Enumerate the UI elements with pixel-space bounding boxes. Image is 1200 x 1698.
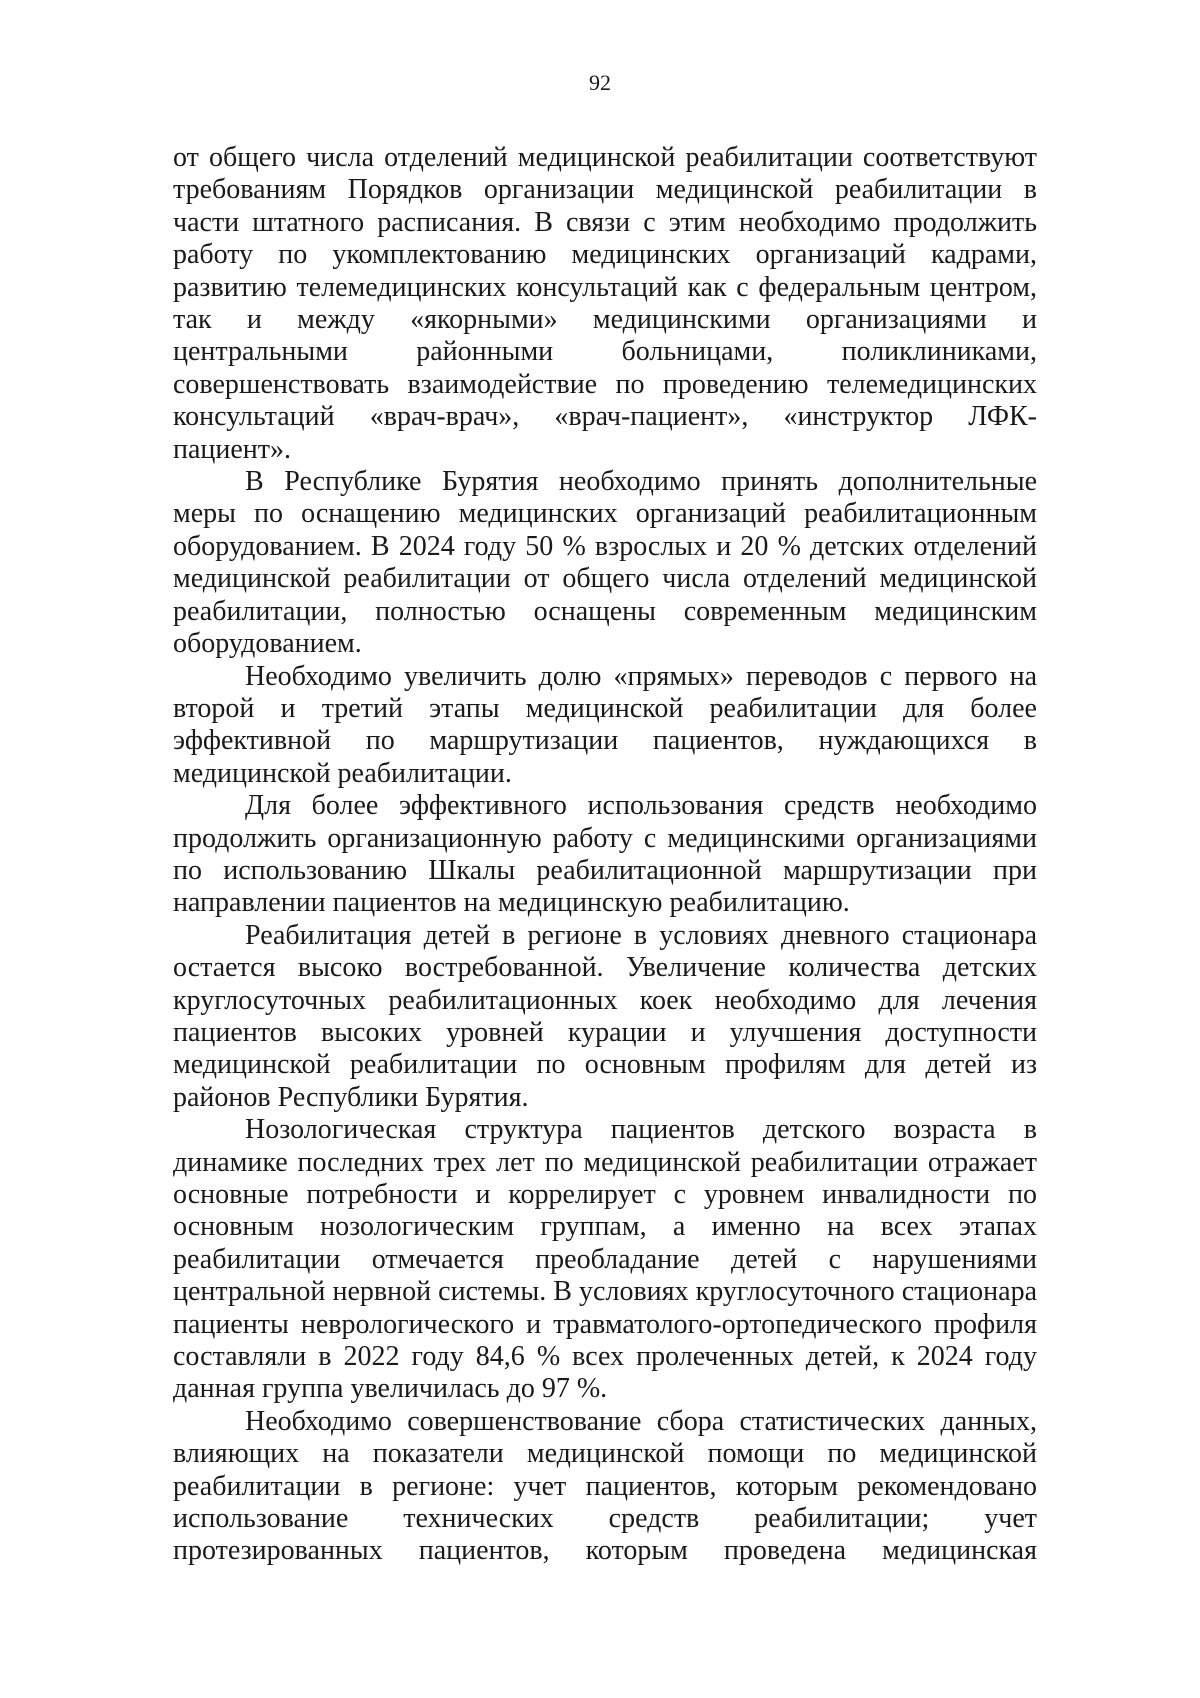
paragraph-children-rehab: Реабилитация детей в регионе в условиях дневного стационара остается высоко востребованной. Увеличение количества детских круглосуточных реабилитационных коек необходимо для лечения пациентов высоких уровней курации и улучшения доступности медицинской реабилитации по основным профилям для детей из районов Республики Бурятия. bbox=[173, 919, 1037, 1113]
paragraph-staffing: от общего числа отделений медицинской реабилитации соответствуют требованиям Порядков организации медицинской реабилитации в части штатного расписания. В связи с этим необходимо продолжить работу по укомплектованию медицинских организаций кадрами, развитию телемедицинских консультаций как с федеральным центром, так и между «якорными» медицинскими организациями и центральными районными больницами, поликлиниками, совершенствовать взаимодействие по проведению телемедицинских консультаций «врач-врач», «врач-пациент», «инструктор ЛФК-пациент». bbox=[173, 142, 1037, 465]
paragraph-statistics: Необходимо совершенствование сбора статистических данных, влияющих на показатели медицинской помощи по медицинской реабилитации в регионе: учет пациентов, которым рекомендовано использование технических средств реабилитации; учет протезированных пациентов, которым проведена медицинская bbox=[173, 1405, 1037, 1567]
paragraph-equipment: В Республике Бурятия необходимо принять дополнительные меры по оснащению медицинских организаций реабилитационным оборудованием. В 2024 году 50 % взрослых и 20 % детских отделений медицинской реабилитации от общего числа отделений медицинской реабилитации, полностью оснащены современным медицинским оборудованием. bbox=[173, 466, 1037, 660]
paragraph-direct-transfers: Необходимо увеличить долю «прямых» переводов с первого на второй и третий этапы медицинской реабилитации для более эффективной по маршрутизации пациентов, нуждающихся в медицинской реабилитации. bbox=[173, 660, 1037, 789]
document-body bbox=[173, 142, 1037, 1568]
page-number: 92 bbox=[589, 70, 611, 95]
paragraph-routing-scale: Для более эффективного использования средств необходимо продолжить организационную работу с медицинскими организациями по использованию Шкалы реабилитационной маршрутизации при направлении пациентов на медицинскую реабилитацию. bbox=[173, 790, 1037, 919]
paragraph-nosological-structure: Нозологическая структура пациентов детского возраста в динамике последних трех лет по медицинской реабилитации отражает основные потребности и коррелирует с уровнем инвалидности по основным нозологическим группам, а именно на всех этапах реабилитации отмечается преобладание детей с нарушениями центральной нервной системы. В условиях круглосуточного стационара пациенты неврологического и травматолого-ортопедического профиля составляли в 2022 году 84,6 % всех пролеченных детей, к 2024 году данная группа увеличилась до 97 %. bbox=[173, 1114, 1037, 1405]
